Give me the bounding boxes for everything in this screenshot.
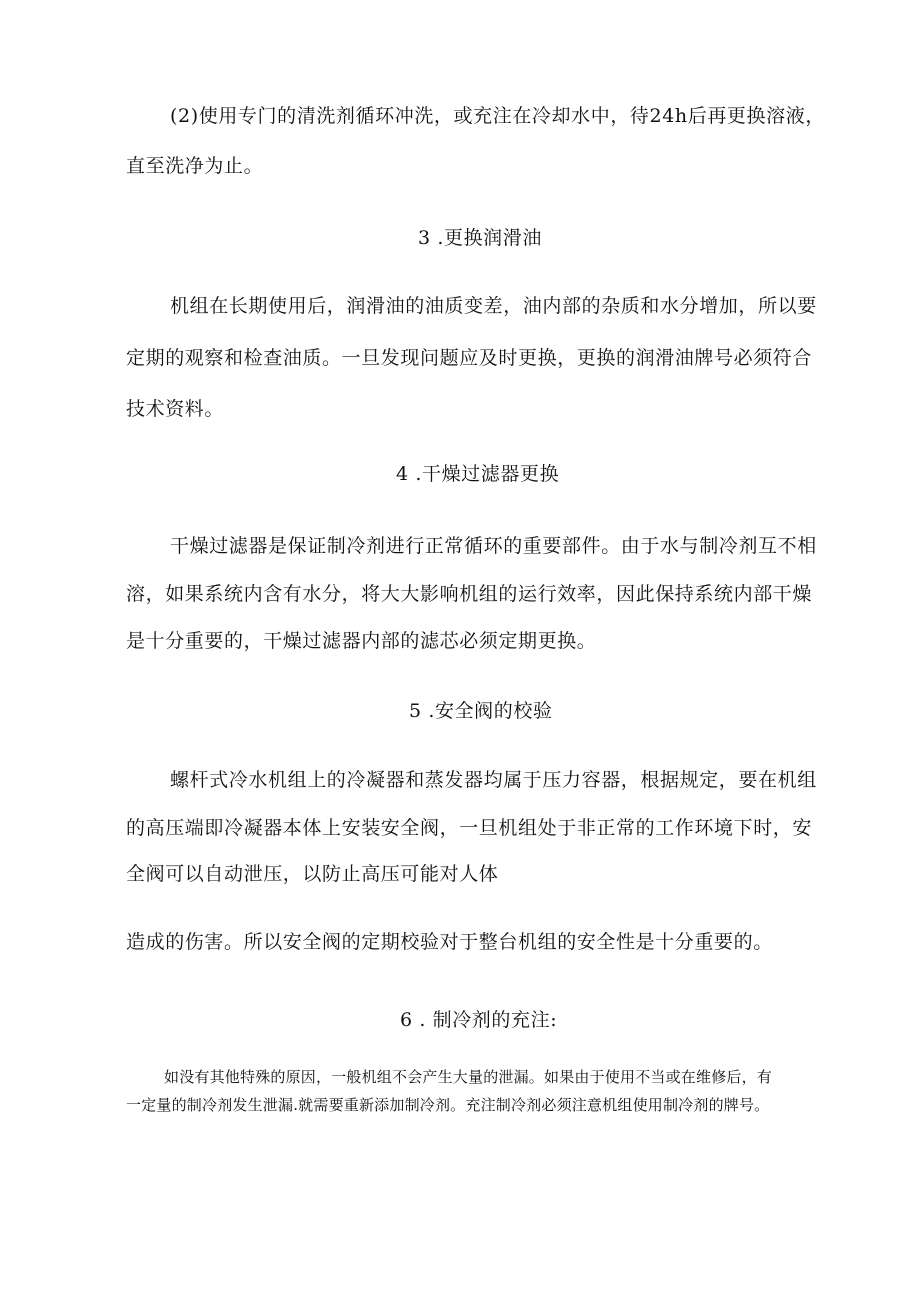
- section-4-line-3: 是十分重要的，干燥过滤器内部的滤芯必须定期更换。: [126, 630, 597, 652]
- section-5-line-3: 全阀可以自动泄压，以防止高压可能对人体: [126, 863, 499, 885]
- section-6-line-2: 一定量的制冷剂发生泄漏.就需要重新添加制冷剂。充注制冷剂必须注意机组使用制冷剂的牌号。: [126, 1096, 770, 1114]
- section-3-heading: 3 .更换润滑油: [418, 227, 542, 249]
- section-5-line-1: 螺杆式冷水机组上的冷凝器和蒸发器均属于压力容器，根据规定，要在机组: [170, 769, 817, 791]
- section-5-line-4: 造成的伤害。所以安全阀的定期校验对于整台机组的安全性是十分重要的。: [126, 931, 773, 953]
- section-3-line-2: 定期的观察和检查油质。一旦发现问题应及时更换，更换的润滑油牌号必须符合: [126, 347, 813, 369]
- section-4-line-2: 溶，如果系统内含有水分，将大大影响机组的运行效率，因此保持系统内部干燥: [126, 583, 813, 605]
- section-3-line-1: 机组在长期使用后，润滑油的油质变差，油内部的杂质和水分增加，所以要: [170, 295, 817, 317]
- section-3-line-3: 技术资料。: [126, 398, 225, 420]
- intro-line-2: 直至洗净为止。: [126, 155, 264, 177]
- intro-line-1: (2)使用专门的清洗剂循环冲洗，或充注在冷却水中，待24h后再更换溶液，: [170, 105, 825, 127]
- section-6-heading: 6 . 制冷剂的充注:: [400, 1009, 558, 1031]
- section-6-line-1: 如没有其他特殊的原因，一般机组不会产生大量的泄漏。如果由于使用不当或在维修后，有: [164, 1068, 773, 1086]
- section-5-heading: 5 .安全阀的校验: [409, 700, 553, 722]
- section-4-heading: 4 .干燥过滤器更换: [396, 463, 560, 485]
- section-4-line-1: 干燥过滤器是保证制冷剂进行正常循环的重要部件。由于水与制冷剂互不相: [170, 535, 817, 557]
- section-5-line-2: 的高压端即冷凝器本体上安装安全阀，一旦机组处于非正常的工作环境下时，安: [126, 817, 813, 839]
